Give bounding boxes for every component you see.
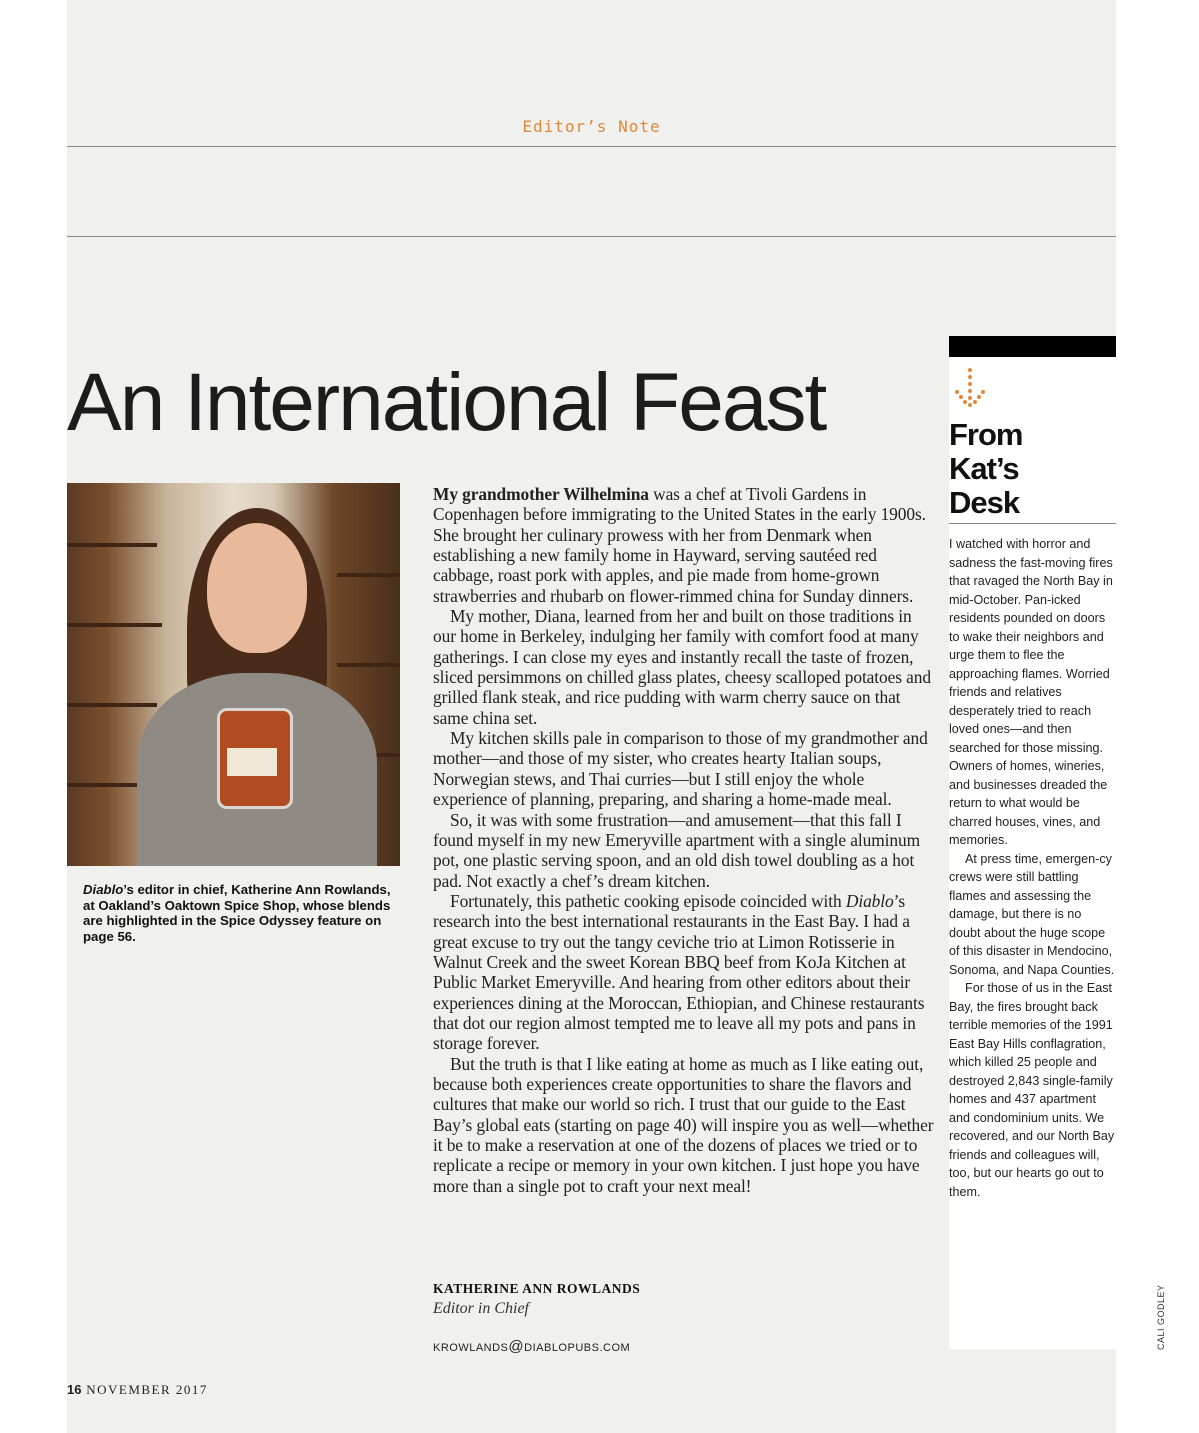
sidebar-paragraph: I watched with horror and sadness the fast-moving fires that ravaged the North Bay in mid-October. Pan-icked residents pounded on doors to wake their neighbors and urge them to flee the approaching flames. Worried friends and relatives desperately tried to reach loved ones—and then searched for those missing. Owners of homes, wineries, and businesses dreaded the return to what would be charred houses, vines, and memories.: [949, 537, 1113, 847]
sidebar: [949, 336, 1116, 1349]
issue-date: NOVEMBER 2017: [86, 1382, 208, 1397]
page-number: 16: [67, 1382, 82, 1397]
section-label: Editor’s Note: [522, 117, 661, 136]
sidebar-body: [949, 535, 1116, 1201]
sidebar-paragraph: For those of us in the East Bay, the fires brought back terrible memories of the 1991 East Bay Hills conflagration, which killed 25 people and destroyed 2,843 single-family homes and 437 apartment and condominium units. We recovered, and our North Bay friends and colleagues will, too, but our hearts go out to them.: [949, 981, 1115, 1199]
signature-title: Editor in Chief: [433, 1300, 529, 1317]
headline: An International Feast: [67, 357, 826, 448]
dotted-arrow-down-icon: [953, 367, 987, 409]
article-paragraph: So, it was with some frustration—and amusement—that this fall I found myself in my new Emeryville apartment with a single aluminum pot, one plastic serving spoon, and an old dish towel doubling as a hot pad. Not exactly a chef’s dream kitchen.: [433, 809, 920, 891]
article-body: [433, 484, 935, 1196]
second-rule: [67, 236, 1116, 237]
caption-magazine-name: Diablo: [83, 882, 124, 897]
email-link[interactable]: KROWLANDS@DIABLOPUBS.COM: [433, 1338, 631, 1355]
caption-text: ’s editor in chief, Katherine Ann Rowlands, at Oakland’s Oaktown Spice Shop, whose blends are highlighted in the Spice Odyssey feature on page 56.: [83, 882, 391, 944]
article-paragraph: My kitchen skills pale in comparison to those of my grandmother and mother—and those of my sister, who creates hearty Italian soups, Norwegian stews, and Thai curries—but I still enjoy the whole experience of planning, preparing, and sharing a home-made meal.: [433, 728, 928, 810]
sidebar-rule: [949, 523, 1116, 524]
page-folio: [67, 1382, 208, 1398]
photo-caption: [83, 882, 393, 944]
signature-name: KATHERINE ANN ROWLANDS: [433, 1281, 641, 1296]
lead-in: My grandmother Wilhelmina: [433, 484, 649, 504]
article-paragraph: But the truth is that I like eating at home as much as I like eating out, because both experiences create opportunities to share the flavors and cultures that make our world so rich. I trust that our guide to the East Bay’s global eats (starting on page 40) will inspire you as well—whether it be to make a reservation at one of the dozens of places we tried or to replicate a recipe or memory in your own kitchen. I just hope you have more than a single pot to craft your next meal!: [433, 1053, 934, 1196]
top-rule: [67, 146, 1116, 147]
editor-photo: [67, 483, 400, 866]
article-paragraph: My grandmother Wilhelmina was a chef at Tivoli Gardens in Copenhagen before immigrating to the United States in the early 1900s. She brought her culinary prowess with her from Denmark when establishing a new family home in Hayward, serving sautéed red cabbage, roast pork with apples, and pie made from home-grown strawberries and rhubarb on flower-rimmed china for Sunday dinners.: [433, 484, 926, 606]
sidebar-title: From Kat’s Desk: [949, 417, 1023, 520]
article-paragraph: Fortunately, this pathetic cooking episode coincided with Diablo’s research into the best international restaurants in the East Bay. I had a great excuse to try out the tangy ceviche trio at Limon Rotisserie in Walnut Creek and the sweet Korean BBQ beef from KoJa Kitchen at Public Market Emeryville. And hearing from other editors about their experiences dining at the Moroccan, Ethiopian, and Chinese restaurants that dot our region almost tempted me to leave all my pots and pans in storage forever.: [433, 890, 925, 1054]
photo-credit: CALI GODLEY: [1156, 1284, 1166, 1350]
article-paragraph: My mother, Diana, learned from her and built on those traditions in our home in Berkeley, indulging her family with comfort food at many gatherings. I can close my eyes and instantly recall the taste of frozen, sliced persimmons on chilled glass plates, cheesy scalloped potatoes and grilled flank steak, and rice pudding with warm cherry sauce on that same china set.: [433, 606, 931, 728]
sidebar-top-bar: [949, 336, 1116, 357]
sidebar-paragraph: At press time, emergen-cy crews were still battling flames and assessing the damage, but there is no doubt about the huge scope of this disaster in Mendocino, Sonoma, and Napa Counties.: [949, 851, 1115, 977]
